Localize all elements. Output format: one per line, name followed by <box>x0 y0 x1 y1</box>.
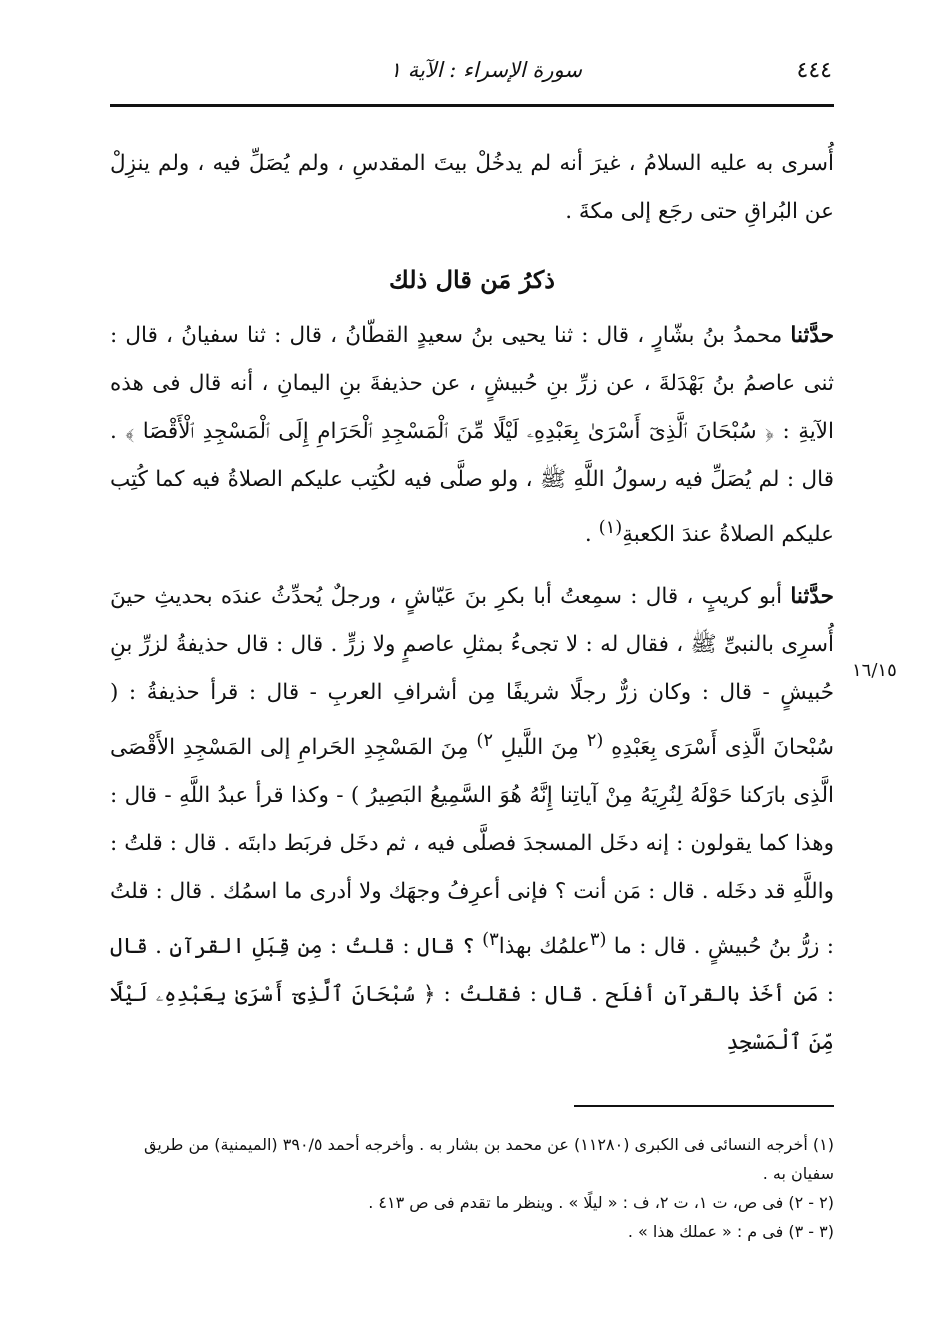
margin-reference: ١٦/١٥ <box>852 660 897 681</box>
paragraph-2 <box>110 312 834 559</box>
paragraph-3-text: أبو كريبٍ ، قال : سمِعتُ أبا بكرِ بنَ عَيّاشٍ ، ورجلٌ يُحدِّثُ عندَه بحديثِ حينَ أُسرِى بالنبىِّ ﷺ ، فقال له : لا تجىءُ بمثلِ عاصمٍ ولا زرٍّ . قال : قال حذيفةُ لزرِّ بنِ حُبيشٍ - قال : وكان زرٌّ رجلًا شريفًا مِن أشرافِ العربِ - قال : قرأ حذيفةُ : ( سُبْحانَ الَّذِى أَسْرَى بِعَبْدِهِ <box>110 584 834 761</box>
page-number: ٤٤٤ <box>796 58 832 83</box>
footnote-marker-3-close: ٣) <box>482 929 499 951</box>
paragraph-3 <box>110 573 834 1067</box>
paragraph-1: أُسرى به عليه السلامُ ، غيرَ أنه لم يدخُلْ بيتَ المقدسِ ، ولم يُصَلِّ فيه ، ولم ينزِلْ عن البُراقِ حتى رجَع إلى مكةَ . <box>110 151 834 224</box>
paragraph-3-text-d: علمُك بهذا <box>498 934 590 960</box>
footnote-1: (١) أخرجه النسائى فى الكبرى (١١٢٨٠) عن محمد بن بشار به . وأخرجه أحمد ٣٩٠/٥ (الميمنية) من طريق سفيان به . <box>144 1135 834 1183</box>
main-text <box>110 140 834 1067</box>
footnotes <box>110 1130 834 1246</box>
page-header <box>110 52 832 96</box>
paragraph-3-text-c: مِنَ المَسْجِدِ الحَرامِ إلى المَسْجِدِ الأَقْصَى الَّذِى بارَكنا حَوْلَهُ لِنُرِيَهُ مِنْ آياتِنا إِنَّهُ هُوَ السَّمِيعُ البَصِيرُ ) - وكذا قرأ عبدُ اللَّهِ - قال : وهذا كما يقولون : إنه دخَل المسجدَ فصلَّى فيه ، ثم دخَل فربَط دابتَه . قال : قلتُ : واللَّهِ قد دخَله . قال : مَن أنت ؟ فإنى أعرِفُ وجهَك ولا أدرى ما اسمُك . قال : قلتُ : زرُّ بنُ حُبيشٍ . قال : ما <box>110 735 835 960</box>
header-rule <box>110 104 834 107</box>
paragraph-3-text-b: مِنَ اللَّيلِ <box>493 735 587 761</box>
footnote-marker-3-open: (٣ <box>589 929 607 951</box>
footnote-marker-1: (١) <box>598 517 623 538</box>
paragraph-3-text-e: ؟ قال : قلتُ : مِن قِبَلِ القرآنِ . قال : مَن أخَذ بالقرآنِ أفلَح . قال : فقلتُ : ﴿ سُبْحَانَ ٱلَّذِىٓ أَسْرَىٰ بِعَبْدِهِۦ لَيْلًا مِّنَ ٱلْمَسْجِدِ <box>110 934 834 1056</box>
footnote-2: (٢ - ٢) فى ص، ت ١، ت ٢، ف : « ليلًا » . وينظر ما تقدم فى ص ٤١٣ . <box>368 1193 834 1212</box>
footnote-3: (٣ - ٣) فى م : « عملك هذا » . <box>627 1222 834 1241</box>
running-title: سورة الإسراء : الآية ١ <box>389 58 582 82</box>
footnote-rule <box>574 1105 834 1107</box>
paragraph-2-lead: حدَّثنا <box>790 323 834 348</box>
footnote-marker-2-open: (٢ <box>586 730 604 752</box>
section-heading: ذكرُ مَن قال ذلك <box>389 265 555 294</box>
paragraph-2-end: . <box>584 522 599 548</box>
paragraph-2-text: محمدُ بنُ بشّارٍ ، قال : ثنا يحيى بنُ سعيدٍ القطّانُ ، قال : ثنا سفيانُ ، قال : ثنى عاصمُ بنُ بَهْدَلةَ ، عن زرِّ بنِ حُبيشٍ ، عن حذيفةَ بنِ اليمانِ ، أنه قال فى هذه الآيةِ : ﴿ سُبْحَانَ ٱلَّذِىٓ أَسْرَىٰ بِعَبْدِهِۦ لَيْلًا مِّنَ ٱلْمَسْجِدِ ٱلْحَرَامِ إِلَى ٱلْمَسْجِدِ ٱلْأَقْصَا ﴾ . قال : لم يُصَلِّ فيه رسولُ اللَّهِ ﷺ ، ولو صلَّى فيه لكُتِب عليكم الصلاةُ فيه كما كُتِب عليكم الصلاةُ عندَ الكعبةِ <box>110 323 834 548</box>
footnote-marker-2-close: ٢) <box>476 730 493 752</box>
paragraph-3-lead: حدَّثنا <box>790 584 834 610</box>
